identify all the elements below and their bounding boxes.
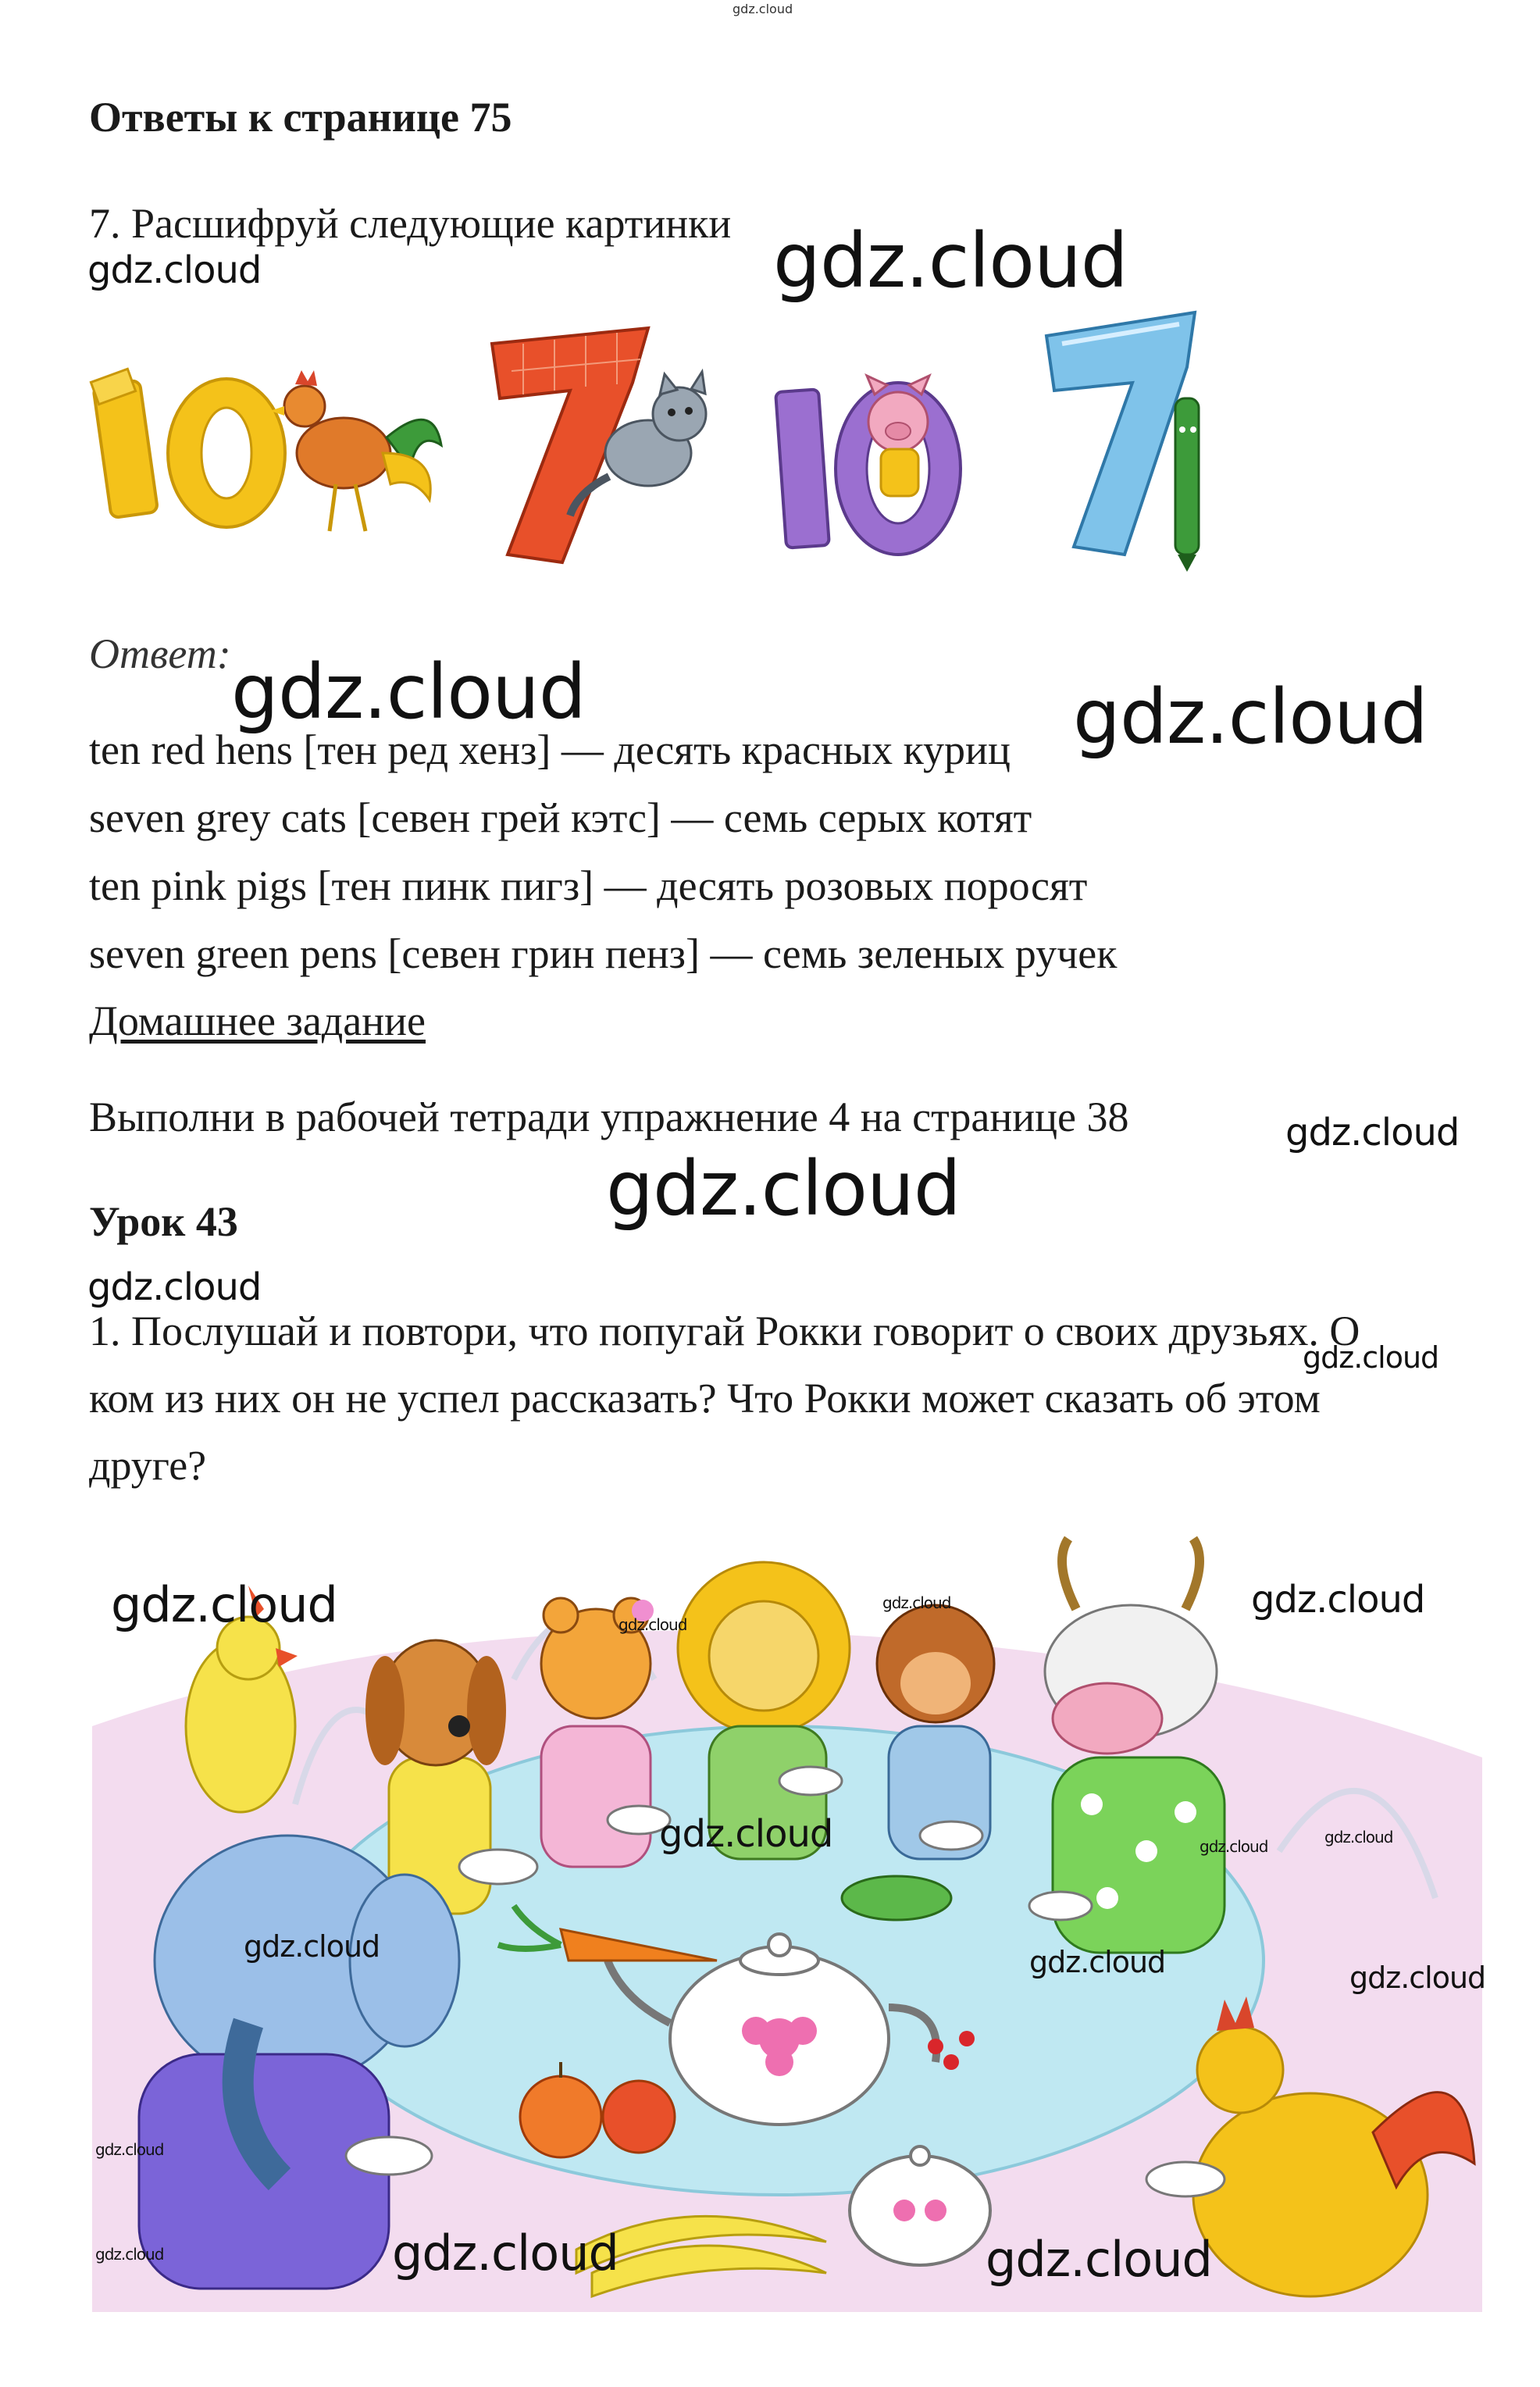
watermark: gdz.cloud xyxy=(1029,1945,1166,1979)
watermark: gdz.cloud xyxy=(618,1615,687,1634)
task1-line: друге? xyxy=(89,1442,207,1489)
watermark: gdz.cloud xyxy=(392,2225,618,2282)
answer-line: ten red hens [тен ред хенз] — десять красных куриц xyxy=(89,726,1011,773)
yellow-ten-figure xyxy=(91,369,285,527)
watermark: gdz.cloud xyxy=(773,217,1128,305)
header-watermark: gdz.cloud xyxy=(733,2,793,16)
watermark: gdz.cloud xyxy=(111,1576,337,1633)
answer-line: seven green pens [севен грин пенз] — семь зеленых ручек xyxy=(89,930,1118,977)
watermark: gdz.cloud xyxy=(87,248,262,292)
watermark: gdz.cloud xyxy=(95,2245,164,2264)
red-hen-figure xyxy=(270,370,441,531)
lettuce-figure xyxy=(842,1876,951,1920)
blue-seven-figure xyxy=(1046,312,1195,555)
watermark: gdz.cloud xyxy=(1349,1961,1486,1995)
watermark: gdz.cloud xyxy=(87,1265,262,1309)
watermark: gdz.cloud xyxy=(986,2231,1212,2288)
numbers-picture xyxy=(86,297,1226,578)
watermark: gdz.cloud xyxy=(1285,1111,1460,1154)
tea-party-picture xyxy=(92,1523,1482,2312)
task7-heading: 7. Расшифруй следующие картинки xyxy=(89,200,732,247)
answer-label: Ответ: xyxy=(89,630,231,677)
answer-line: seven grey cats [севен грей кэтс] — семь серых котят xyxy=(89,794,1032,841)
page-title: Ответы к странице 75 xyxy=(89,94,512,141)
watermark: gdz.cloud xyxy=(95,2140,164,2159)
task1-line: 1. Послушай и повтори, что попугай Рокки говорит о своих друзьях. О xyxy=(89,1308,1360,1354)
homework-text: Выполни в рабочей тетради упражнение 4 на странице 38 xyxy=(89,1094,1129,1140)
watermark: gdz.cloud xyxy=(1303,1340,1439,1375)
watermark: gdz.cloud xyxy=(1073,673,1428,761)
watermark: gdz.cloud xyxy=(244,1929,380,1964)
watermark: gdz.cloud xyxy=(659,1812,833,1856)
watermark: gdz.cloud xyxy=(231,648,586,736)
watermark: gdz.cloud xyxy=(882,1593,951,1612)
watermark: gdz.cloud xyxy=(1251,1578,1425,1622)
homework-label: Домашнее задание xyxy=(89,997,426,1044)
watermark: gdz.cloud xyxy=(1324,1828,1393,1846)
green-pen-figure xyxy=(1175,398,1199,572)
task1-line: ком из них он не успел рассказать? Что Рокки может сказать об этом xyxy=(89,1375,1321,1422)
answer-line: ten pink pigs [тен пинк пигз] — десять розовых поросят xyxy=(89,862,1088,909)
watermark: gdz.cloud xyxy=(606,1145,961,1233)
watermark: gdz.cloud xyxy=(1200,1837,1268,1856)
lesson-title: Урок 43 xyxy=(89,1198,238,1245)
purple-ten-figure xyxy=(775,383,961,555)
